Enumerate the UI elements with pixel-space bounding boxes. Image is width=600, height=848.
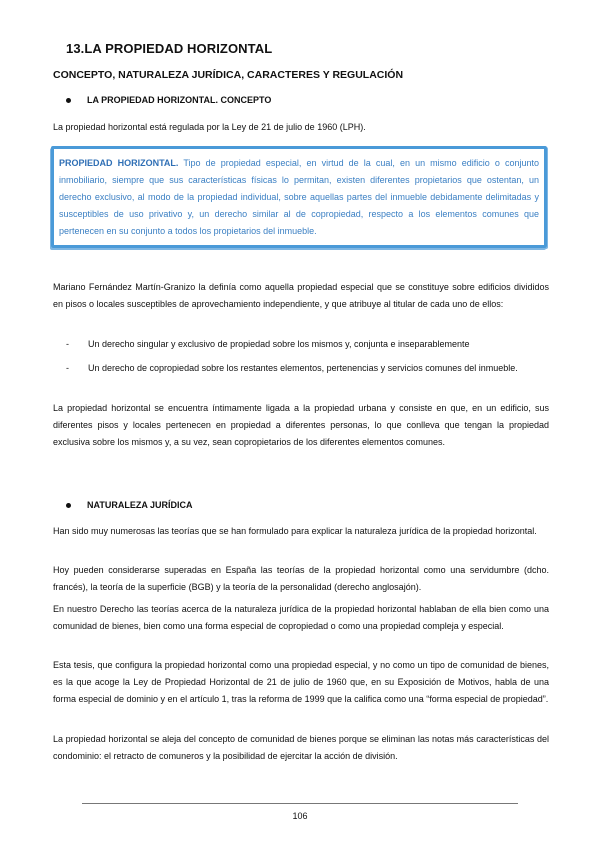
- intro-paragraph: La propiedad horizontal está regulada por la Ley de 21 de julio de 1960 (LPH).: [53, 122, 366, 132]
- page-number: 106: [292, 811, 308, 821]
- section-heading-label: NATURALEZA JURÍDICA: [87, 500, 193, 510]
- section-heading-label: LA PROPIEDAD HORIZONTAL. CONCEPTO: [87, 95, 272, 105]
- list-item-text: Un derecho de copropiedad sobre los restantes elementos, pertenencias y servicios comunes del inmueble.: [88, 363, 518, 373]
- definition-body: Tipo de propiedad especial, en virtud de la cual, en un mismo edificio o conjunto inmobiliario, siempre que sus características físicas lo permitan, existen diferentes propietarios que ostentan, un derecho exclusivo, al modo de la propiedad individual, sobre aquellas partes del inmueble debidamente delimitadas y susceptibles de uso privativo y, un derecho similar al de copropiedad, respecto a los elementos comunes que pertenecen en su conjunto a todos los propietarios del inmueble.: [59, 158, 539, 236]
- definition-term: PROPIEDAD HORIZONTAL.: [59, 158, 179, 168]
- footer-divider: [82, 803, 518, 804]
- paragraph-theories: Han sido muy numerosas las teorías que se han formulado para explicar la naturaleza jurídica de la propiedad horizontal.: [53, 526, 537, 536]
- bullet-icon: [66, 503, 71, 508]
- list-item: [66, 360, 549, 377]
- section-heading-concepto: [66, 95, 271, 105]
- dash-marker: -: [66, 339, 69, 349]
- chapter-subtitle: CONCEPTO, NATURALEZA JURÍDICA, CARACTERES Y REGULACIÓN: [53, 69, 404, 81]
- paragraph-community: La propiedad horizontal se aleja del concepto de comunidad de bienes porque se eliminan las notas más características del condominio: el retracto de comuneros y la posibilidad de ejercitar la acción de división.: [53, 734, 549, 761]
- bullet-icon: [66, 98, 71, 103]
- dash-marker: -: [66, 363, 69, 373]
- paragraph-thesis: Esta tesis, que configura la propiedad horizontal como una propiedad especial, y no como un tipo de comunidad de bienes, es la que acoge la Ley de Propiedad Horizontal de 21 de julio de 1960 que, en su Exposición de Motivos, habla de una forma especial de dominio y en el artículo 1, tras la reforma de 1999 que la califica como una “forma especial de propiedad”.: [53, 660, 549, 704]
- paragraph-our-law: En nuestro Derecho las teorías acerca de la naturaleza jurídica de la propiedad horizontal hablaban de ella bien como una comunidad de bienes, bien como una forma especial de copropiedad o como una propiedad compleja y especial.: [53, 604, 549, 631]
- paragraph-definition-author: Mariano Fernández Martín-Granizo la definía como aquella propiedad especial que se constituye sobre edificios divididos en pisos o locales susceptibles de aprovechamiento independiente, y que atribuye al titular de cada uno de ellos:: [53, 282, 549, 309]
- page-title: 13.LA PROPIEDAD HORIZONTAL: [66, 41, 273, 56]
- paragraph-superseded: Hoy pueden considerarse superadas en España las teorías de la propiedad horizontal como una servidumbre (dcho. francés), la teoría de la superficie (BGB) y la teoría de la personalidad (derecho anglosajón).: [53, 565, 549, 592]
- section-heading-naturaleza: [66, 500, 193, 510]
- paragraph-urban-property: La propiedad horizontal se encuentra íntimamente ligada a la propiedad urbana y consiste en que, en un edificio, sus diferentes pisos y locales pertenecen en propiedad a diferentes personas, lo que conlleva que tengan la propiedad exclusiva sobre los mismos y, a su vez, sean copropietarios de los diferentes elementos comunes.: [53, 403, 549, 447]
- list-item-text: Un derecho singular y exclusivo de propiedad sobre los mismos y, conjunta e inseparablemente: [88, 339, 470, 349]
- definition-text: [59, 155, 539, 240]
- list-item: [66, 336, 549, 353]
